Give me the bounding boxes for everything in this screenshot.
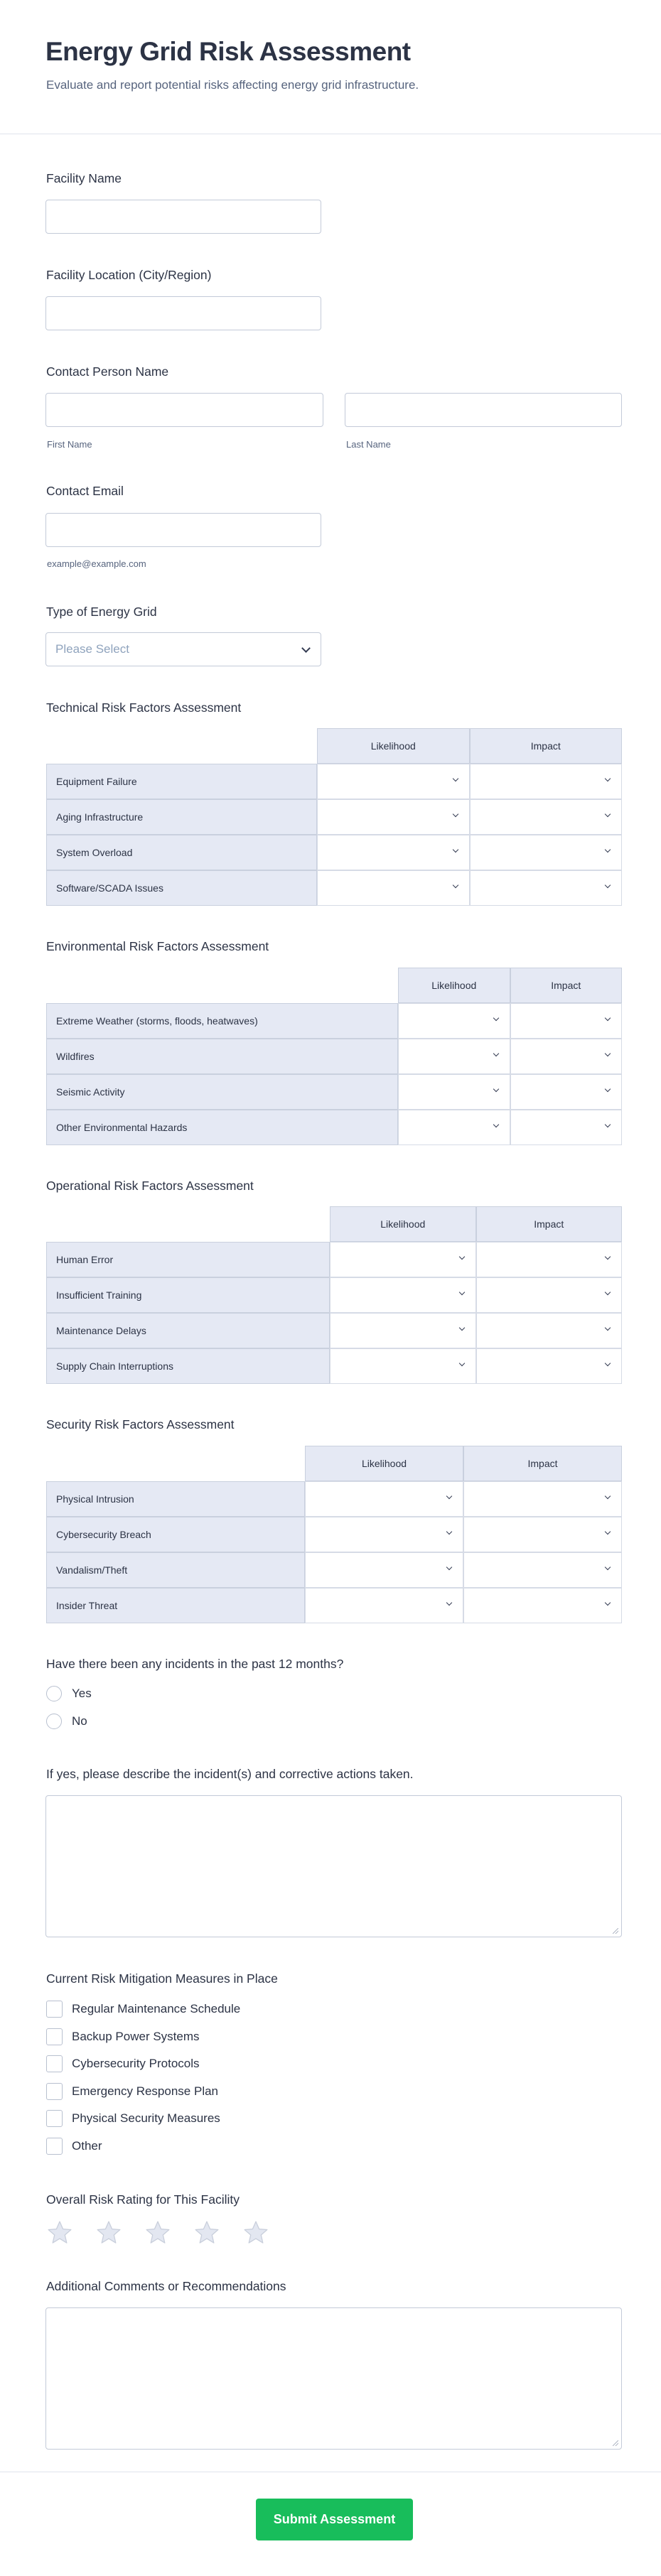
matrix-row	[46, 1313, 622, 1348]
star-icon[interactable]	[193, 2219, 220, 2246]
matrix-row-label: Software/SCADA Issues	[46, 870, 317, 906]
grid-type-placeholder: Please Select	[55, 642, 129, 656]
contact-email-input[interactable]	[45, 513, 321, 547]
comments-label: Additional Comments or Recommendations	[46, 2279, 286, 2293]
matrix-row	[46, 1277, 622, 1313]
matrix-column-header: Impact	[463, 1446, 622, 1481]
facility-location-input[interactable]	[45, 296, 321, 330]
facility-name-label: Facility Name	[46, 171, 122, 185]
chevron-down-icon	[605, 1564, 611, 1570]
mitigation-option-label[interactable]: Other	[72, 2138, 102, 2153]
chevron-down-icon	[493, 1051, 498, 1056]
incident-yes-label[interactable]: Yes	[72, 1687, 92, 1700]
chevron-down-icon	[605, 1122, 611, 1127]
chevron-down-icon	[458, 1325, 464, 1331]
risk-matrix	[46, 968, 622, 1145]
first-name-input[interactable]	[45, 393, 323, 427]
incidents-label: Have there been any incidents in the past 12 months?	[46, 1657, 344, 1671]
page-subtitle: Evaluate and report potential risks affecting energy grid infrastructure.	[46, 78, 419, 92]
matrix-dropdown[interactable]	[476, 1313, 623, 1348]
mitigation-checkbox[interactable]	[46, 2138, 63, 2155]
matrix-row	[46, 1481, 622, 1517]
matrix-title: Technical Risk Factors Assessment	[46, 700, 242, 715]
mitigation-checkbox[interactable]	[46, 2055, 63, 2072]
matrix-dropdown[interactable]	[398, 1110, 510, 1145]
chevron-down-icon	[605, 847, 611, 853]
matrix-row	[46, 799, 622, 835]
matrix-dropdown[interactable]	[305, 1481, 463, 1517]
matrix-row	[46, 1003, 622, 1039]
chevron-down-icon	[605, 1254, 611, 1260]
chevron-down-icon	[493, 1015, 498, 1021]
matrix-row-label: Other Environmental Hazards	[46, 1110, 398, 1145]
mitigation-checkbox[interactable]	[46, 2083, 63, 2100]
chevron-down-icon	[452, 847, 458, 853]
chevron-down-icon	[605, 1289, 611, 1295]
matrix-column-header: Impact	[470, 728, 623, 764]
matrix-dropdown[interactable]	[398, 1039, 510, 1074]
matrix-row-label: Aging Infrastructure	[46, 799, 317, 835]
chevron-down-icon	[301, 644, 311, 653]
matrix-dropdown[interactable]	[463, 1517, 622, 1552]
matrix-dropdown[interactable]	[476, 1348, 623, 1384]
chevron-down-icon	[458, 1289, 464, 1295]
contact-email-label: Contact Email	[46, 484, 124, 498]
risk-matrix	[46, 1446, 622, 1623]
matrix-row	[46, 1039, 622, 1074]
contact-name-label: Contact Person Name	[46, 364, 169, 379]
chevron-down-icon	[458, 1254, 464, 1260]
matrix-dropdown[interactable]	[305, 1552, 463, 1588]
mitigation-option-label[interactable]: Backup Power Systems	[72, 2029, 200, 2043]
star-icon[interactable]	[95, 2219, 122, 2246]
matrix-row-label: Extreme Weather (storms, floods, heatwaves)	[46, 1003, 398, 1039]
risk-matrix	[46, 728, 622, 906]
star-icon[interactable]	[46, 2219, 73, 2246]
matrix-dropdown[interactable]	[463, 1588, 622, 1623]
first-name-sublabel: First Name	[47, 439, 92, 450]
chevron-down-icon	[605, 882, 611, 888]
matrix-column-header: Likelihood	[317, 728, 470, 764]
matrix-dropdown[interactable]	[510, 1003, 623, 1039]
matrix-row	[46, 1348, 622, 1384]
incident-description-textarea[interactable]	[45, 1795, 622, 1937]
matrix-dropdown[interactable]	[470, 799, 623, 835]
mitigation-option-label[interactable]: Cybersecurity Protocols	[72, 2057, 200, 2070]
matrix-column-header: Impact	[510, 968, 623, 1003]
chevron-down-icon	[446, 1600, 452, 1606]
chevron-down-icon	[446, 1493, 452, 1499]
matrix-row-label: Vandalism/Theft	[46, 1552, 305, 1588]
chevron-down-icon	[452, 811, 458, 817]
matrix-dropdown[interactable]	[470, 835, 623, 870]
mitigation-option-label[interactable]: Physical Security Measures	[72, 2111, 220, 2125]
matrix-row	[46, 1588, 622, 1623]
matrix-dropdown[interactable]	[510, 1074, 623, 1110]
matrix-row	[46, 1552, 622, 1588]
matrix-dropdown[interactable]	[463, 1481, 622, 1517]
matrix-dropdown[interactable]	[305, 1517, 463, 1552]
chevron-down-icon	[605, 811, 611, 817]
risk-matrix	[46, 1206, 622, 1384]
matrix-dropdown[interactable]	[470, 764, 623, 799]
facility-location-label: Facility Location (City/Region)	[46, 268, 212, 282]
rating-label: Overall Risk Rating for This Facility	[46, 2192, 240, 2207]
matrix-dropdown[interactable]	[476, 1277, 623, 1313]
chevron-down-icon	[452, 776, 458, 781]
chevron-down-icon	[446, 1564, 452, 1570]
chevron-down-icon	[605, 1051, 611, 1056]
chevron-down-icon	[605, 1086, 611, 1092]
chevron-down-icon	[605, 1493, 611, 1499]
mitigation-checkbox[interactable]	[46, 2110, 63, 2127]
matrix-row-label: Equipment Failure	[46, 764, 317, 799]
incident-no-radio[interactable]	[46, 1714, 62, 1729]
matrix-row-label: System Overload	[46, 835, 317, 870]
matrix-row-label: Insider Threat	[46, 1588, 305, 1623]
incident-yes-radio[interactable]	[46, 1686, 62, 1701]
facility-name-input[interactable]	[45, 200, 321, 234]
chevron-down-icon	[605, 1360, 611, 1366]
chevron-down-icon	[493, 1122, 498, 1127]
matrix-dropdown[interactable]	[317, 870, 470, 906]
matrix-column-header: Likelihood	[398, 968, 510, 1003]
star-icon[interactable]	[242, 2219, 269, 2246]
submit-button[interactable]: Submit Assessment	[256, 2499, 413, 2540]
matrix-column-header: Likelihood	[330, 1206, 476, 1242]
last-name-sublabel: Last Name	[346, 439, 391, 450]
mitigation-label: Current Risk Mitigation Measures in Place	[46, 1971, 278, 1986]
resize-handle-icon[interactable]	[613, 1928, 618, 1934]
matrix-title: Operational Risk Factors Assessment	[46, 1179, 254, 1193]
matrix-row	[46, 1242, 622, 1277]
matrix-row	[46, 1110, 622, 1145]
comments-textarea[interactable]	[45, 2307, 622, 2450]
matrix-dropdown[interactable]	[317, 835, 470, 870]
chevron-down-icon	[605, 776, 611, 781]
matrix-dropdown[interactable]	[398, 1074, 510, 1110]
matrix-dropdown[interactable]	[305, 1588, 463, 1623]
incident-no-label[interactable]: No	[72, 1714, 87, 1728]
incident-description-label: If yes, please describe the incident(s) and corrective actions taken.	[46, 1767, 414, 1781]
grid-type-label: Type of Energy Grid	[46, 605, 157, 619]
matrix-row-label: Supply Chain Interruptions	[46, 1348, 330, 1384]
mitigation-option-label[interactable]: Emergency Response Plan	[72, 2084, 219, 2098]
matrix-dropdown[interactable]	[330, 1313, 476, 1348]
matrix-title: Security Risk Factors Assessment	[46, 1417, 235, 1432]
matrix-dropdown[interactable]	[317, 764, 470, 799]
chevron-down-icon	[605, 1600, 611, 1606]
matrix-dropdown[interactable]	[510, 1039, 623, 1074]
matrix-dropdown[interactable]	[510, 1110, 623, 1145]
resize-handle-icon[interactable]	[613, 2440, 618, 2446]
contact-email-sublabel: example@example.com	[47, 558, 146, 569]
matrix-dropdown[interactable]	[330, 1242, 476, 1277]
matrix-dropdown[interactable]	[476, 1242, 623, 1277]
matrix-row	[46, 1074, 622, 1110]
star-icon[interactable]	[144, 2219, 171, 2246]
matrix-dropdown[interactable]	[398, 1003, 510, 1039]
chevron-down-icon	[493, 1086, 498, 1092]
matrix-row-label: Wildfires	[46, 1039, 398, 1074]
chevron-down-icon	[452, 882, 458, 888]
matrix-column-header: Likelihood	[305, 1446, 463, 1481]
matrix-row	[46, 870, 622, 906]
matrix-row-label: Cybersecurity Breach	[46, 1517, 305, 1552]
mitigation-option-label[interactable]: Regular Maintenance Schedule	[72, 2002, 241, 2015]
chevron-down-icon	[446, 1529, 452, 1535]
matrix-dropdown[interactable]	[330, 1348, 476, 1384]
matrix-row-label: Seismic Activity	[46, 1074, 398, 1110]
matrix-row-label: Human Error	[46, 1242, 330, 1277]
matrix-row	[46, 1517, 622, 1552]
grid-type-select[interactable]	[45, 632, 321, 666]
chevron-down-icon	[605, 1529, 611, 1535]
matrix-dropdown[interactable]	[470, 870, 623, 906]
page-title: Energy Grid Risk Assessment	[45, 37, 411, 66]
chevron-down-icon	[458, 1360, 464, 1366]
mitigation-checkbox[interactable]	[46, 2001, 63, 2018]
chevron-down-icon	[605, 1325, 611, 1331]
matrix-row	[46, 764, 622, 799]
matrix-row-label: Insufficient Training	[46, 1277, 330, 1313]
matrix-title: Environmental Risk Factors Assessment	[46, 939, 269, 953]
matrix-dropdown[interactable]	[463, 1552, 622, 1588]
matrix-row	[46, 835, 622, 870]
last-name-input[interactable]	[345, 393, 622, 427]
matrix-dropdown[interactable]	[317, 799, 470, 835]
matrix-column-header: Impact	[476, 1206, 623, 1242]
matrix-dropdown[interactable]	[330, 1277, 476, 1313]
matrix-row-label: Physical Intrusion	[46, 1481, 305, 1517]
matrix-row-label: Maintenance Delays	[46, 1313, 330, 1348]
mitigation-checkbox[interactable]	[46, 2028, 63, 2045]
chevron-down-icon	[605, 1015, 611, 1021]
